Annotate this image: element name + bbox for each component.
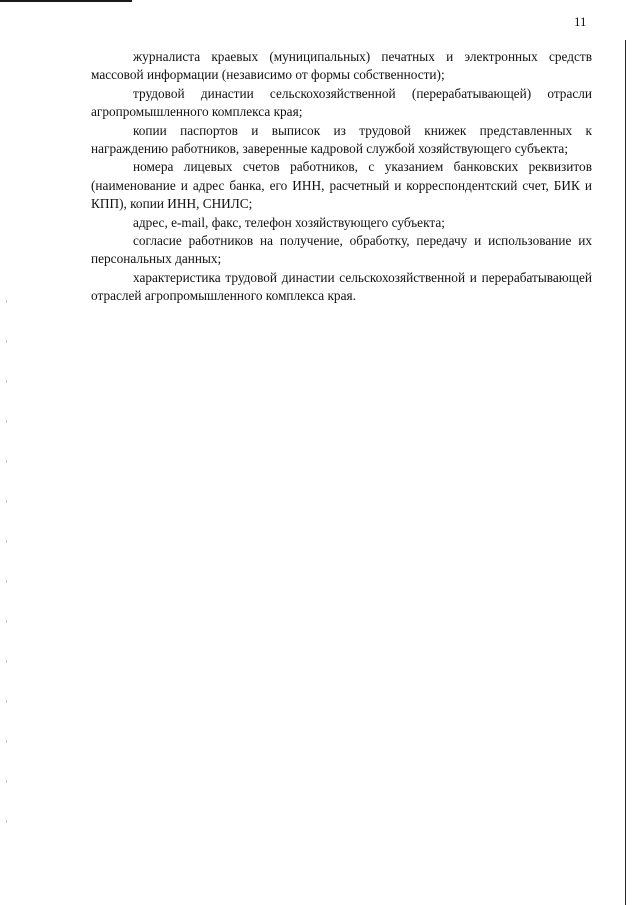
paragraph-labor-dynasty: трудовой династии сельскохозяйственной (перерабатывающей) отрасли агропромышленного комплекса края;: [91, 85, 592, 120]
paragraph-characteristic: характеристика трудовой династии сельскохозяйственной и перерабатывающей отраслей агропромышленного комплекса края.: [91, 269, 592, 304]
scan-edge-line-right: [625, 40, 626, 905]
scan-edge-line-top: [0, 0, 132, 2]
document-body: [91, 48, 592, 306]
page-number: 11: [574, 14, 587, 29]
paragraph-journalist: журналиста краевых (муниципальных) печатных и электронных средств массовой информации (независимо от формы собственности);: [91, 49, 592, 83]
paragraph-contacts: адрес, e-mail, факс, телефон хозяйствующего субъекта;: [133, 214, 445, 230]
paragraph-passport-copies: копии паспортов и выписок из трудовой книжек представленных к награждению работников, заверенные кадровой службой хозяйствующего субъекта;: [91, 122, 592, 157]
paragraph-bank-accounts: номера лицевых счетов работников, с указанием банковских реквизитов (наименование и адрес банка, его ИНН, расчетный и корреспондентский счет, БИК и КПП), копии ИНН, СНИЛС;: [91, 159, 592, 212]
paragraph-consent: согласие работников на получение, обработку, передачу и использование их персональных данных;: [91, 233, 592, 267]
scan-edge-dots-left: [6, 300, 7, 860]
